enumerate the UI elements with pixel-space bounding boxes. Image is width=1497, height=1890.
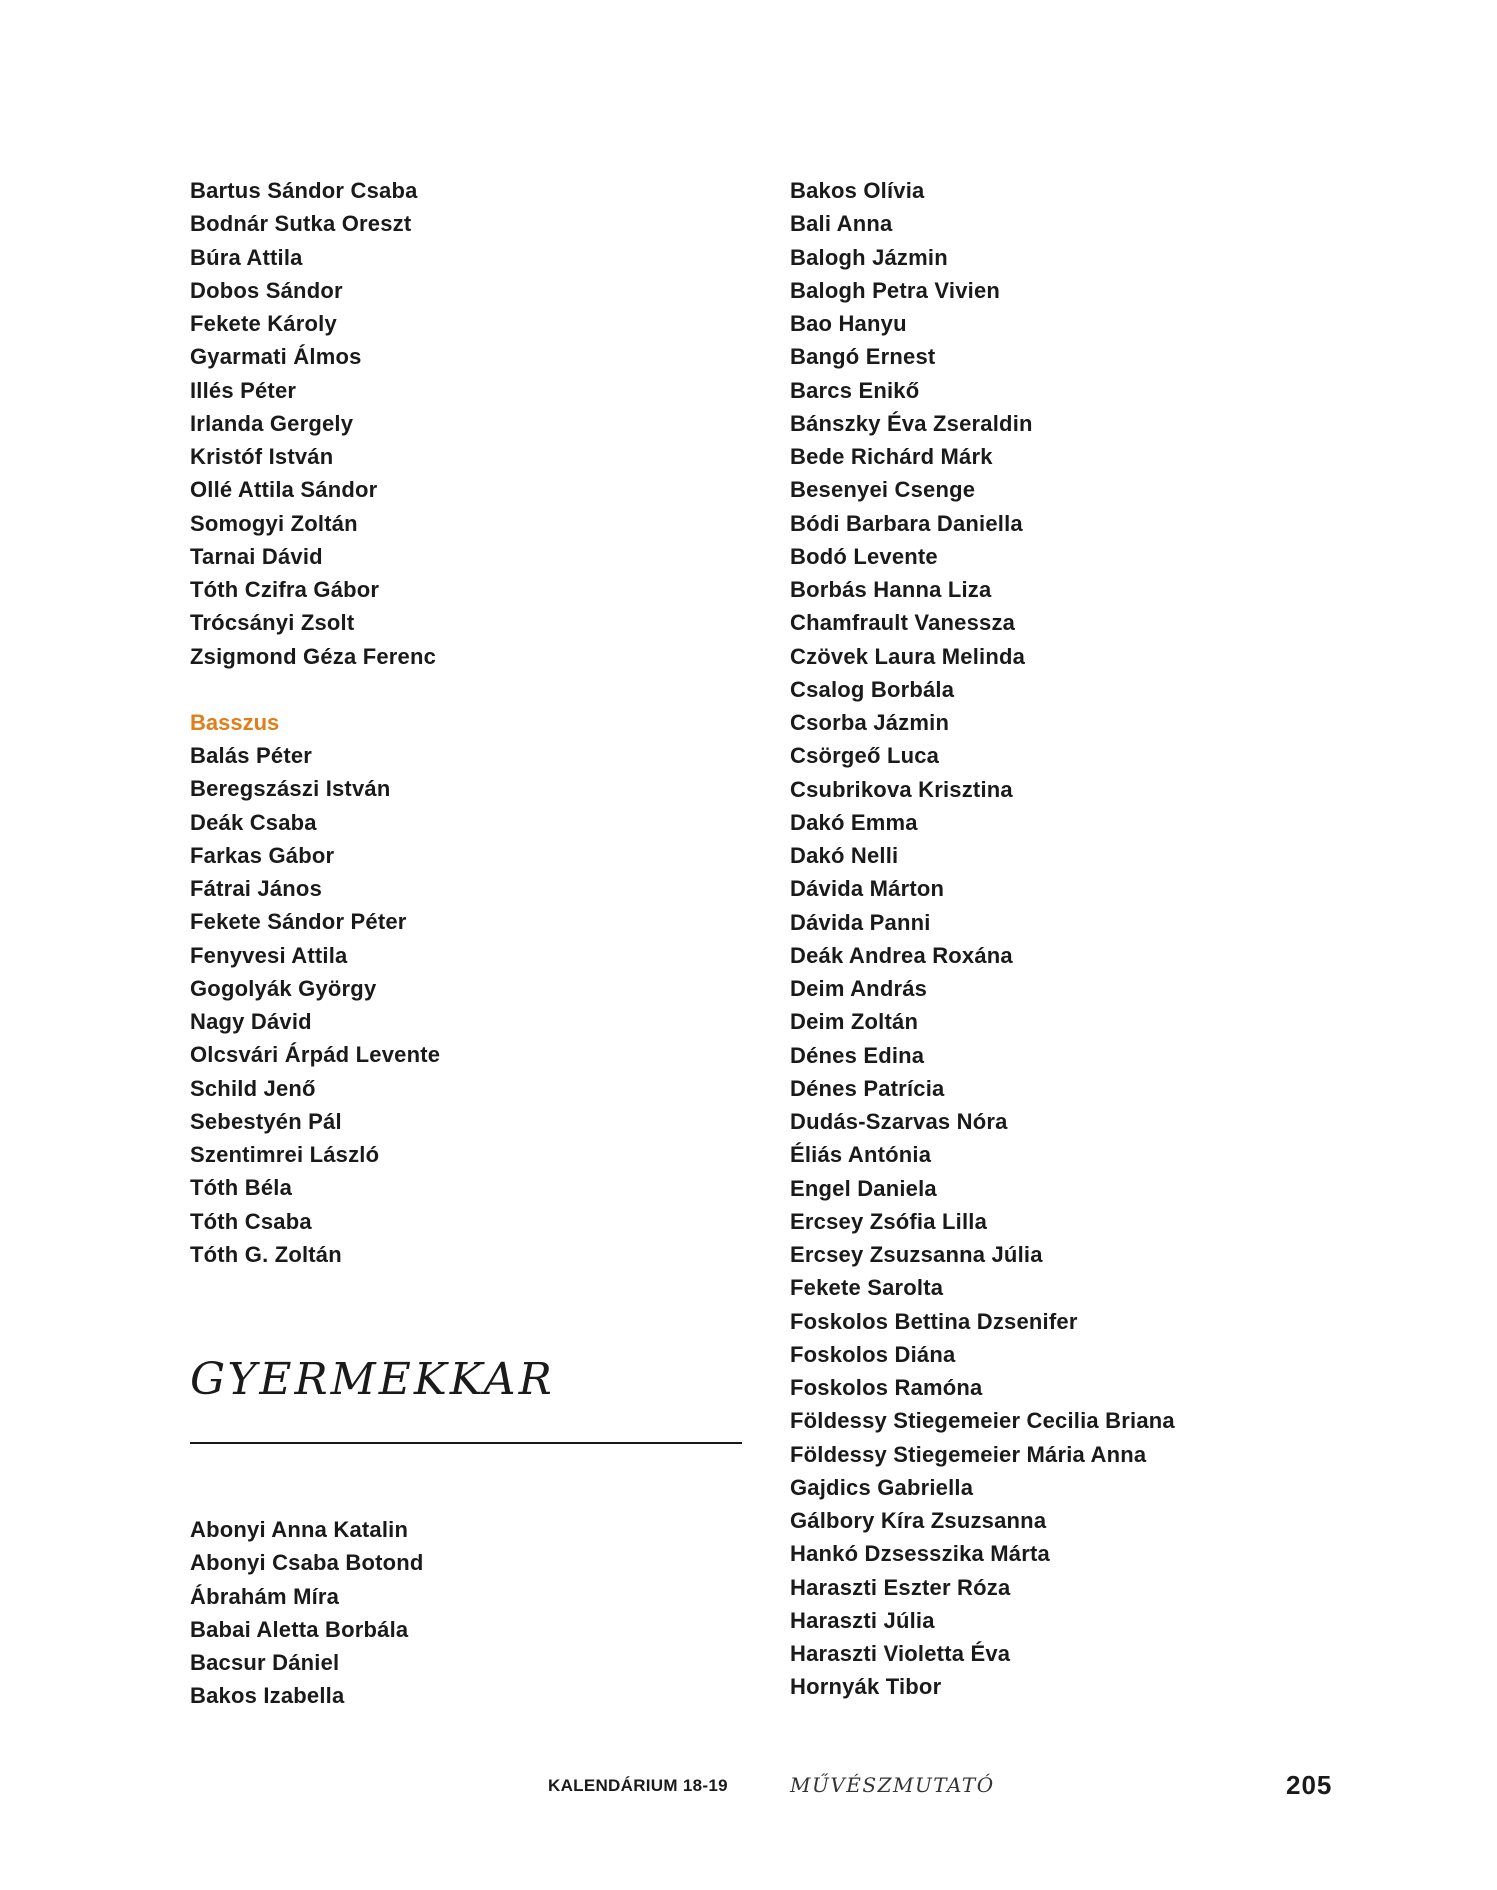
name-entry: Dénes Edina bbox=[790, 1042, 925, 1068]
name-entry: Bánszky Éva Zseraldin bbox=[790, 410, 1033, 436]
name-entry: Deák Andrea Roxána bbox=[790, 942, 1013, 968]
name-entry: Tóth Csaba bbox=[190, 1208, 312, 1234]
name-entry: Deim András bbox=[790, 976, 928, 1001]
name-entry: Bangó Ernest bbox=[790, 344, 936, 370]
name-entry: Bakos Izabella bbox=[190, 1683, 345, 1709]
name-entry: Balogh Petra Vivien bbox=[790, 277, 1001, 303]
name-entry: Ábrahám Míra bbox=[190, 1583, 340, 1609]
name-entry: Fátrai János bbox=[190, 876, 323, 901]
name-entry: Bacsur Dániel bbox=[190, 1650, 340, 1675]
name-entry: Foskolos Diána bbox=[790, 1341, 956, 1367]
group-title-gyermekkar: GYERMEKKAR bbox=[190, 1354, 555, 1405]
right-column bbox=[790, 174, 1350, 1704]
name-entry: Bakos Olívia bbox=[790, 178, 925, 203]
name-entry: Bede Richárd Márk bbox=[790, 444, 993, 469]
name-entry: Irlanda Gergely bbox=[190, 410, 354, 436]
name-entry: Bali Anna bbox=[790, 211, 893, 237]
name-list-children bbox=[190, 1513, 750, 1713]
name-entry: Gogolyák György bbox=[190, 975, 377, 1001]
name-entry: Haraszti Eszter Róza bbox=[790, 1574, 1011, 1600]
name-entry: Dénes Patrícia bbox=[790, 1075, 945, 1101]
name-entry: Szentimrei László bbox=[190, 1142, 380, 1167]
name-entry: Hornyák Tibor bbox=[790, 1674, 942, 1700]
name-entry: Deák Csaba bbox=[190, 809, 317, 835]
name-entry: Fekete Sarolta bbox=[790, 1275, 944, 1301]
name-entry: Földessy Stiegemeier Cecilia Briana bbox=[790, 1408, 1175, 1434]
name-entry: Chamfrault Vanessza bbox=[790, 610, 1016, 636]
name-entry: Abonyi Csaba Botond bbox=[190, 1550, 424, 1576]
name-entry: Gálbory Kíra Zsuzsanna bbox=[790, 1508, 1047, 1533]
name-entry: Ercsey Zsófia Lilla bbox=[790, 1208, 987, 1234]
name-entry: Besenyei Csenge bbox=[790, 477, 976, 503]
name-entry: Babai Aletta Borbála bbox=[190, 1616, 409, 1642]
name-entry: Földessy Stiegemeier Mária Anna bbox=[790, 1441, 1147, 1467]
name-entry: Sebestyén Pál bbox=[190, 1108, 342, 1134]
name-entry: Dudás-Szarvas Nóra bbox=[790, 1109, 1008, 1134]
name-entry: Bodó Levente bbox=[790, 543, 938, 569]
name-entry: Bartus Sándor Csaba bbox=[190, 178, 418, 203]
name-entry: Abonyi Anna Katalin bbox=[190, 1517, 409, 1542]
name-entry: Ercsey Zsuzsanna Júlia bbox=[790, 1242, 1043, 1267]
name-entry: Tóth G. Zoltán bbox=[190, 1241, 342, 1267]
name-entry: Nagy Dávid bbox=[190, 1009, 312, 1034]
name-entry: Éliás Antónia bbox=[790, 1142, 932, 1168]
name-entry: Bódi Barbara Daniella bbox=[790, 510, 1023, 536]
name-entry: Illés Péter bbox=[190, 377, 297, 403]
name-entry: Foskolos Bettina Dzsenifer bbox=[790, 1308, 1078, 1334]
name-entry: Zsigmond Géza Ferenc bbox=[190, 643, 437, 669]
name-list-top bbox=[190, 174, 750, 673]
name-entry: Csorba Jázmin bbox=[790, 710, 950, 735]
name-entry: Olcsvári Árpád Levente bbox=[190, 1042, 441, 1068]
footer-section-title: MŰVÉSZMUTATÓ bbox=[790, 1773, 995, 1797]
name-entry: Csalog Borbála bbox=[790, 676, 955, 702]
page-footer bbox=[0, 1770, 1497, 1810]
name-entry: Dakó Emma bbox=[790, 809, 918, 835]
page-number: 205 bbox=[1286, 1770, 1333, 1800]
name-entry: Tarnai Dávid bbox=[190, 543, 323, 569]
name-entry: Somogyi Zoltán bbox=[190, 510, 358, 536]
name-entry: Búra Attila bbox=[190, 244, 303, 270]
name-entry: Beregszászi István bbox=[190, 776, 391, 802]
name-entry: Schild Jenő bbox=[190, 1075, 316, 1101]
name-entry: Dávida Panni bbox=[790, 909, 931, 935]
section-heading-basszus: Basszus bbox=[190, 709, 280, 735]
name-entry: Haraszti Violetta Éva bbox=[790, 1641, 1011, 1666]
name-entry: Barcs Enikő bbox=[790, 377, 920, 403]
name-entry: Bao Hanyu bbox=[790, 311, 907, 336]
name-entry: Trócsányi Zsolt bbox=[190, 610, 355, 636]
name-entry: Gyarmati Álmos bbox=[190, 344, 362, 370]
left-column bbox=[190, 174, 750, 1713]
name-entry: Deim Zoltán bbox=[790, 1009, 919, 1035]
name-entry: Borbás Hanna Liza bbox=[790, 577, 992, 602]
name-list-bass bbox=[190, 739, 750, 1271]
name-entry: Balás Péter bbox=[190, 743, 313, 768]
name-entry: Haraszti Júlia bbox=[790, 1607, 935, 1633]
name-entry: Engel Daniela bbox=[790, 1175, 937, 1201]
name-entry: Csubrikova Krisztina bbox=[790, 776, 1013, 802]
name-entry: Fenyvesi Attila bbox=[190, 942, 348, 968]
name-entry: Fekete Károly bbox=[190, 311, 337, 336]
name-entry: Fekete Sándor Péter bbox=[190, 909, 407, 935]
name-entry: Dávida Márton bbox=[790, 876, 945, 902]
footer-publication: KALENDÁRIUM 18-19 bbox=[548, 1776, 728, 1795]
name-list-right bbox=[790, 174, 1350, 1704]
name-entry: Dobos Sándor bbox=[190, 277, 343, 303]
name-entry: Bodnár Sutka Oreszt bbox=[190, 211, 412, 237]
name-entry: Balogh Jázmin bbox=[790, 244, 948, 270]
name-entry: Hankó Dzsesszika Márta bbox=[790, 1541, 1050, 1567]
name-entry: Dakó Nelli bbox=[790, 843, 899, 868]
name-entry: Tóth Béla bbox=[190, 1175, 293, 1201]
name-entry: Farkas Gábor bbox=[190, 842, 335, 868]
name-entry: Kristóf István bbox=[190, 444, 334, 469]
name-entry: Csörgeő Luca bbox=[790, 743, 940, 769]
name-entry: Gajdics Gabriella bbox=[790, 1474, 974, 1500]
name-entry: Tóth Czifra Gábor bbox=[190, 577, 380, 602]
name-entry: Ollé Attila Sándor bbox=[190, 477, 378, 503]
name-entry: Czövek Laura Melinda bbox=[790, 643, 1026, 669]
name-entry: Foskolos Ramóna bbox=[790, 1375, 983, 1400]
group-title-divider bbox=[190, 1442, 742, 1444]
